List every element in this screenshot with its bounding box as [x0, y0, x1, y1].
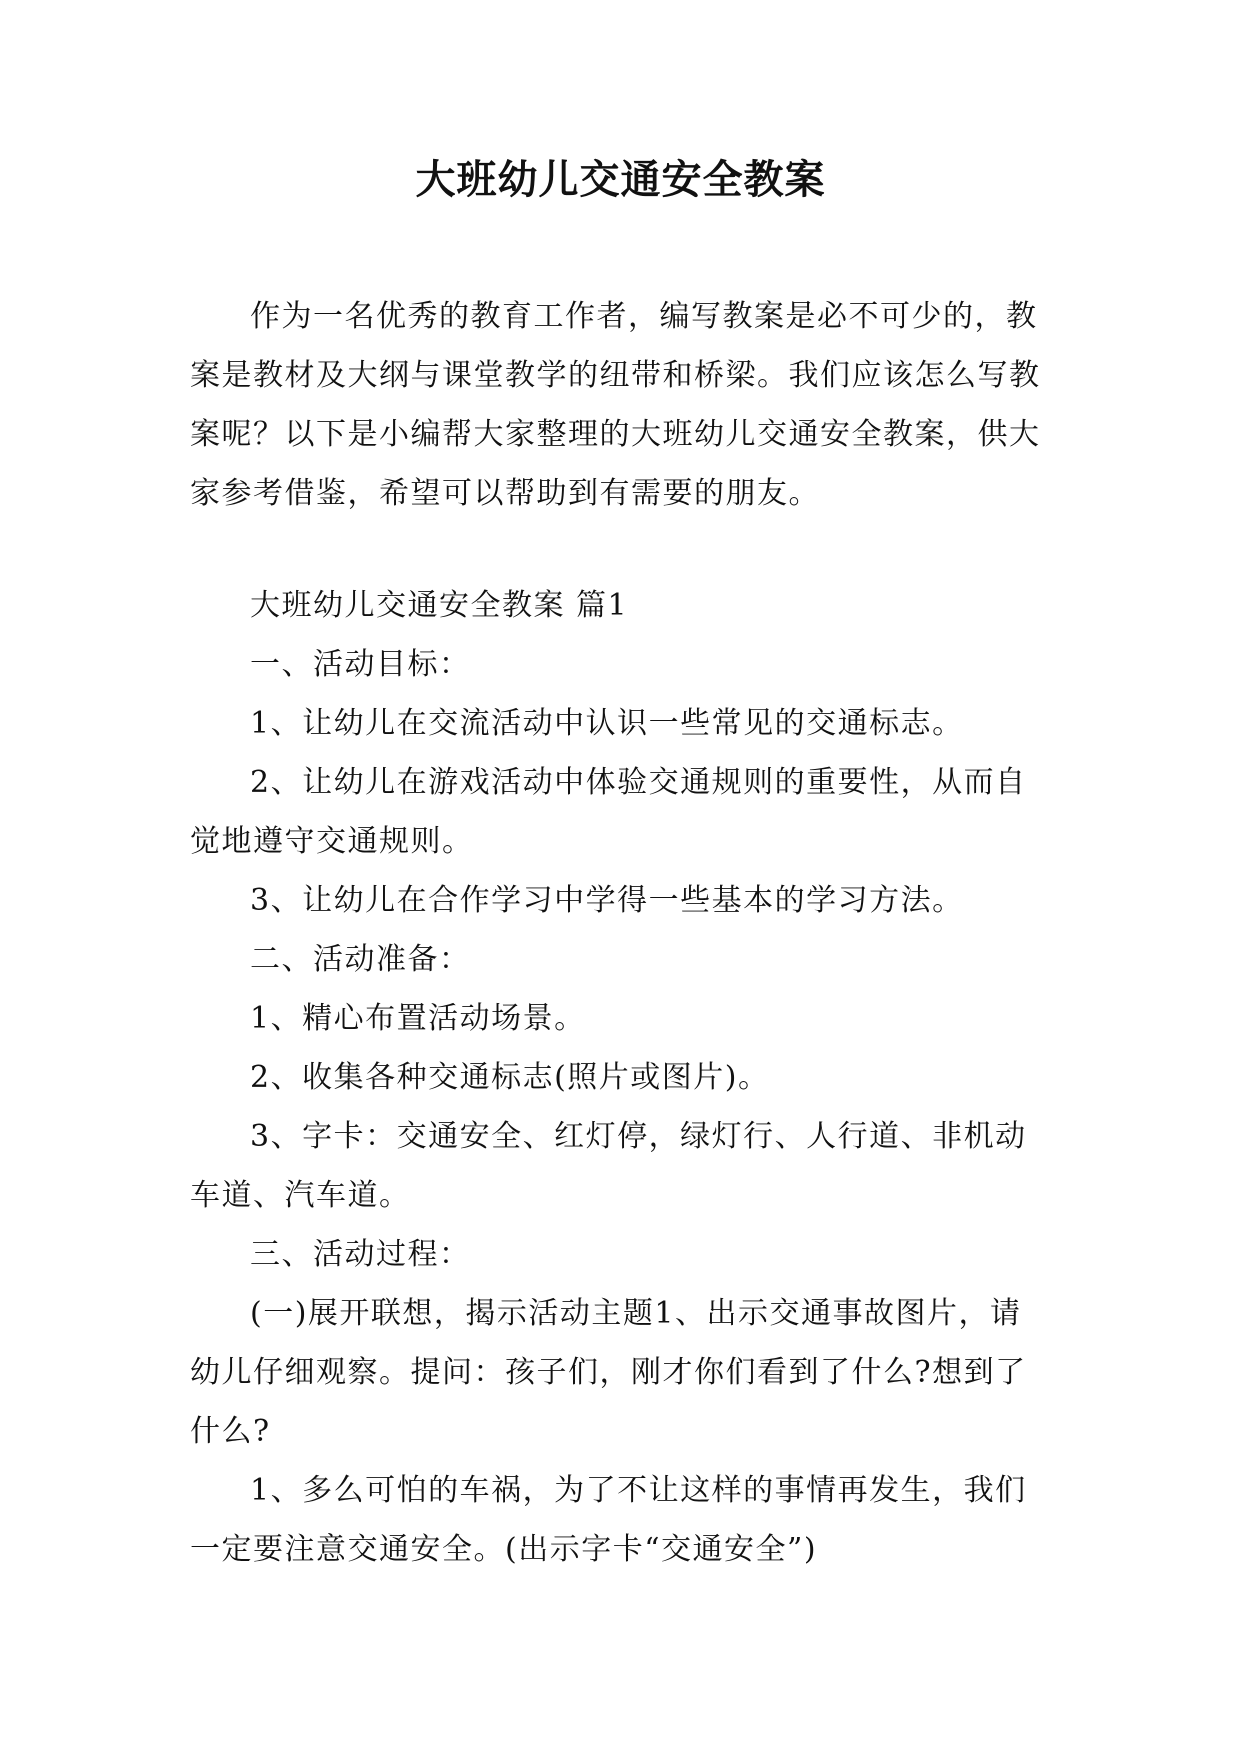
prep-item-2: 2、收集各种交通标志(照片或图片)。: [250, 1060, 770, 1095]
heading-activity-goals: 一、活动目标：: [250, 647, 471, 682]
process-step-1: (一)展开联想，揭示活动主题1、出示交通事故图片，请幼儿仔细观察。提问：孩子们，刚才你们看到了什么?想到了什么?: [190, 1296, 1027, 1449]
heading-activity-process: 三、活动过程：: [250, 1237, 471, 1272]
goal-item-2: 2、让幼儿在游戏活动中体验交通规则的重要性，从而自觉地遵守交通规则。: [190, 765, 1027, 859]
goal-item-3: 3、让幼儿在合作学习中学得一些基本的学习方法。: [250, 883, 964, 918]
section-heading: 大班幼儿交通安全教案 篇1: [250, 588, 629, 623]
goal-item-1: 1、让幼儿在交流活动中认识一些常见的交通标志。: [250, 706, 964, 741]
document-title: 大班幼儿交通安全教案: [415, 157, 826, 203]
heading-activity-preparation: 二、活动准备：: [250, 942, 471, 977]
prep-item-3: 3、字卡：交通安全、红灯停，绿灯行、人行道、非机动车道、汽车道。: [190, 1119, 1027, 1213]
process-step-1-item-1: 1、多么可怕的车祸，为了不让这样的事情再发生，我们一定要注意交通安全。(出示字卡“交通安全”): [190, 1473, 1027, 1567]
intro-paragraph: 作为一名优秀的教育工作者，编写教案是必不可少的，教案是教材及大纲与课堂教学的纽带和桥梁。我们应该怎么写教案呢？以下是小编帮大家整理的大班幼儿交通安全教案，供大家参考借鉴，希望可以帮助到有需要的朋友。: [190, 299, 1041, 511]
lesson-plan-section: [190, 576, 1050, 1579]
intro-block: [190, 287, 1050, 523]
prep-item-1: 1、精心布置活动场景。: [250, 1001, 586, 1036]
